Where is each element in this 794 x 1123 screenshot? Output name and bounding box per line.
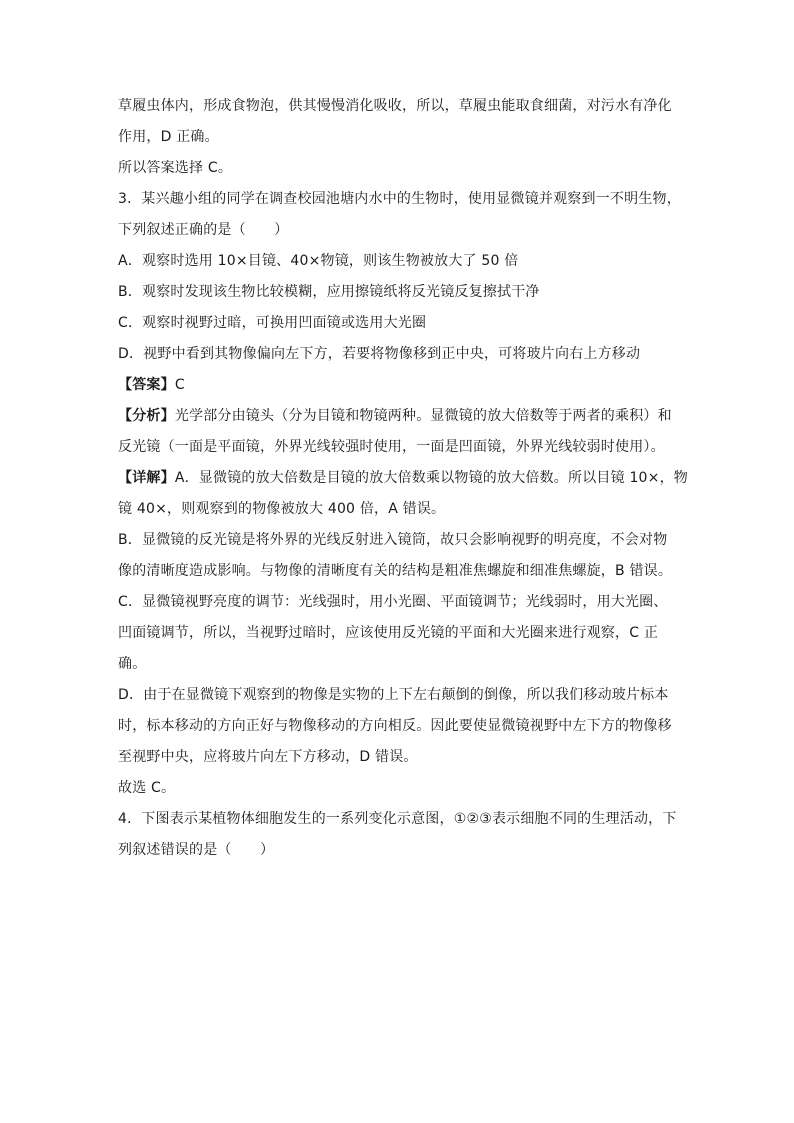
detail-c-cont: 凹面镜调节，所以，当视野过暗时，应该使用反光镜的平面和大光圈来进行观察，C 正 <box>118 625 659 641</box>
detail-text: A．显微镜的放大倍数是目镜的放大倍数乘以物镜的放大倍数。所以目镜 10×，物 <box>174 470 688 486</box>
question-4-stem-cont: 列叙述错误的是（ ） <box>118 842 275 858</box>
option-c: C．观察时视野过暗，可换用凹面镜或选用大光圈 <box>118 315 427 331</box>
detail-line <box>118 468 698 499</box>
detail-line-cont: 镜 40×，则观察到的物像被放大 400 倍，A 错误。 <box>118 501 446 517</box>
question-3-stem: 3．某兴趣小组的同学在调查校园池塘内水中的生物时，使用显微镜并观察到一不明生物， <box>118 191 681 207</box>
analysis-line-cont: 反光镜（一面是平面镜，外界光线较强时使用，一面是凹面镜，外界光线较弱时使用）。 <box>118 439 665 455</box>
option-d: D．视野中看到其物像偏向左下方，若要将物像移到正中央，可将玻片向右上方移动 <box>118 346 641 362</box>
option-a: A．观察时选用 10×目镜、40×物镜，则该生物被放大了 50 倍 <box>118 253 519 269</box>
final-answer: 故选 C。 <box>118 780 176 796</box>
detail-b: B．显微镜的反光镜是将外界的光线反射进入镜筒，故只会影响视野的明亮度，不会对物 <box>118 532 668 548</box>
detail-d-end: 至视野中央，应将玻片向左下方移动，D 错误。 <box>118 749 418 765</box>
detail-d: D．由于在显微镜下观察到的物像是实物的上下左右颠倒的倒像，所以我们移动玻片标本 <box>118 687 669 703</box>
text-line: 草履虫体内，形成食物泡，供其慢慢消化吸收，所以，草履虫能取食细菌，对污水有净化 <box>118 98 672 114</box>
text-line: 作用，D 正确。 <box>118 129 219 145</box>
document-page <box>118 96 698 871</box>
answer-value: C <box>174 377 185 393</box>
detail-b-cont: 像的清晰度造成影响。与物像的清晰度有关的结构是粗准焦螺旋和细准焦螺旋，B 错误。 <box>118 563 673 579</box>
answer-line <box>118 375 698 406</box>
detail-d-cont: 时，标本移动的方向正好与物像移动的方向相反。因此要使显微镜视野中左下方的物像移 <box>118 718 672 734</box>
detail-label: 【详解】 <box>118 470 175 486</box>
question-3-stem-cont: 下列叙述正确的是（ ） <box>118 222 289 238</box>
analysis-label: 【分析】 <box>118 408 175 424</box>
answer-label: 【答案】 <box>118 377 175 393</box>
question-4-stem: 4．下图表示某植物体细胞发生的一系列变化示意图，①②③表示细胞不同的生理活动，下 <box>118 811 677 827</box>
detail-c-end: 确。 <box>118 656 147 672</box>
text-line: 所以答案选择 C。 <box>118 160 233 176</box>
analysis-line <box>118 406 698 437</box>
detail-c: C．显微镜视野亮度的调节：光线强时，用小光圈、平面镜调节；光线弱时，用大光圈、 <box>118 594 668 610</box>
analysis-text: 光学部分由镜头（分为目镜和物镜两种。显微镜的放大倍数等于两者的乘积）和 <box>174 408 672 424</box>
option-b: B．观察时发现该生物比较模糊，应用擦镜纸将反光镜反复擦拭干净 <box>118 284 540 300</box>
